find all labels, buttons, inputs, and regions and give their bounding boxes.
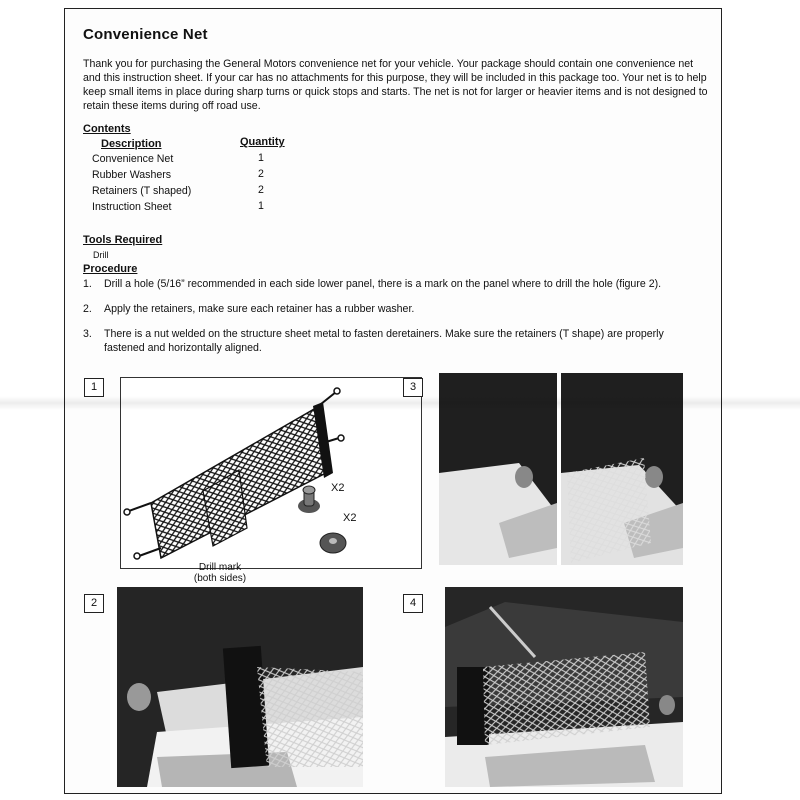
- contents-item-quantity: 1: [258, 152, 264, 164]
- procedure-step: [83, 327, 703, 355]
- description-column-header: Description: [101, 138, 162, 150]
- figure-2-photo: [117, 587, 363, 787]
- step-number: 2.: [83, 303, 92, 315]
- contents-item-quantity: 2: [258, 168, 264, 180]
- figure-4-photo: [445, 587, 683, 787]
- retainer-icon: [298, 486, 320, 513]
- figure-2-label: 2: [84, 594, 104, 613]
- figure-4-label: 4: [403, 594, 423, 613]
- contents-heading: Contents: [83, 123, 131, 135]
- contents-item-description: Rubber Washers: [92, 169, 172, 181]
- retainer-quantity: X2: [331, 482, 345, 494]
- drill-mark-caption: [165, 562, 275, 584]
- step-text: Apply the retainers, make sure each retainer has a rubber washer.: [104, 303, 415, 315]
- drill-mark-photo: [117, 587, 363, 787]
- intro-paragraph: Thank you for purchasing the General Motors convenience net for your vehicle. Your package should contain one convenience net and this instruction sheet. If your car has no attachments for this purpose, they will be included in this package too. Your net is to help keep small items in place during sharp turns or quick stops and starts. The net is not for larger or heavier items and is not designed to retain these items during off road use.: [83, 58, 708, 112]
- step-text: There is a nut welded on the structure sheet metal to fasten deretainers. Make sure the retainers (T shape) are properly fastened and horizontally aligned.: [104, 328, 664, 354]
- tools-heading: Tools Required: [83, 234, 163, 246]
- procedure-step: [83, 277, 703, 291]
- step-number: 3.: [83, 328, 92, 340]
- figure-1-label: 1: [84, 378, 104, 397]
- drill-mark-caption-line-1: Drill mark: [198, 562, 242, 573]
- quantity-column-header: Quantity: [240, 136, 285, 148]
- rubber-washer-icon: [320, 533, 346, 553]
- page-title: Convenience Net: [83, 26, 208, 43]
- tool-item: Drill: [93, 250, 109, 260]
- procedure-heading: Procedure: [83, 263, 138, 275]
- contents-item-description: Convenience Net: [92, 153, 174, 165]
- installed-net-photo: [445, 587, 683, 787]
- drill-mark-caption-line-2: (both sides): [193, 573, 247, 584]
- paper-fold-line: [0, 396, 800, 410]
- step-text: Drill a hole (5/16” recommended in each side lower panel, there is a mark on the panel where to drill the hole (figure 2).: [104, 278, 662, 290]
- figure-3-label: 3: [403, 378, 423, 397]
- contents-item-quantity: 1: [258, 200, 264, 212]
- contents-item-description: Retainers (T shaped): [92, 185, 192, 197]
- contents-item-quantity: 2: [258, 184, 264, 196]
- contents-item-description: Instruction Sheet: [92, 201, 172, 213]
- washer-quantity: X2: [343, 512, 357, 524]
- step-number: 1.: [83, 278, 92, 290]
- procedure-step: [83, 302, 703, 316]
